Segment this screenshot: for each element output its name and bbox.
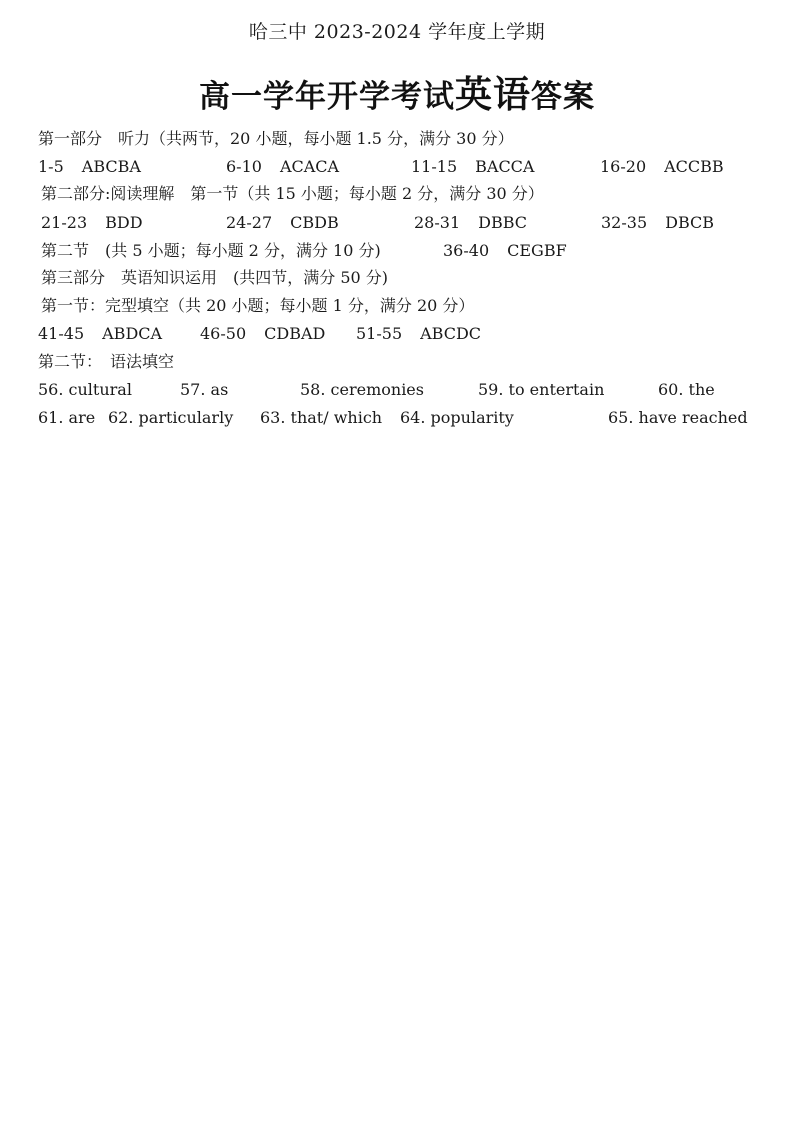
part3-section1-answers-row [38,323,758,345]
answer-group [38,156,141,178]
grammar-answers-row-1 [38,379,758,401]
title-answer-word: 答案 [531,79,595,115]
answer-value: BDD [105,213,143,232]
part3-heading: 第三部分 英语知识运用 (共四节，满分 50 分) [41,268,389,287]
school-term-header: 哈三中 2023-2024 学年度上学期 [248,21,546,43]
answer-group [41,212,143,234]
answer-range: 16-20 [600,157,647,176]
grammar-answer: 59. to entertain [478,380,605,399]
grammar-answer: 62. particularly [108,408,234,427]
title-exam-name: 高一学年开学考试 [199,79,455,115]
answer-range: 41-45 [38,324,85,343]
answer-value: CBDB [290,213,339,232]
part1-heading: 第一部分 听力（共两节，20 小题，每小题 1.5 分，满分 30 分） [38,129,514,148]
part2-answers-row [41,212,761,234]
part3-section1-heading: 第一节：完型填空（共 20 小题；每小题 1 分，满分 20 分） [41,296,475,315]
answer-group [38,323,162,345]
answer-group [226,212,339,234]
answer-value: ABDCA [102,324,163,343]
part3-section2-heading: 第二节： 语法填空 [38,352,175,371]
part2-section2-heading: 第二节 (共 5 小题；每小题 2 分，满分 10 分) [41,241,381,260]
answer-value: DBBC [478,213,528,232]
part2-section2-row [41,240,761,262]
answer-range: 24-27 [226,213,273,232]
answer-value: ABCBA [81,157,141,176]
answer-group [200,323,325,345]
title-subject: 英语 [455,73,531,116]
grammar-answer: 60. the [658,380,715,399]
answer-value: CEGBF [507,241,567,260]
answer-group [600,156,724,178]
part1-answers-row [38,156,758,178]
answer-value: ACACA [279,157,340,176]
answer-value: BACCA [475,157,535,176]
part2-heading: 第二部分:阅读理解 第一节（共 15 小题；每小题 2 分，满分 30 分） [41,184,544,203]
grammar-answer: 57. as [180,380,229,399]
answer-range: 51-55 [356,324,403,343]
grammar-answer: 56. cultural [38,380,132,399]
answer-range: 6-10 [226,157,262,176]
answer-range: 32-35 [601,213,648,232]
grammar-answer: 58. ceremonies [300,380,424,399]
answer-value: CDBAD [264,324,326,343]
answer-group [443,240,567,262]
answer-group [414,212,527,234]
answer-range: 21-23 [41,213,88,232]
answer-group [601,212,714,234]
grammar-answer: 63. that/ which [260,408,383,427]
grammar-answers-row-2 [38,407,758,429]
answer-group [411,156,534,178]
answer-group [226,156,339,178]
answer-value: DBCB [665,213,715,232]
answer-value: ACCBB [664,157,724,176]
answer-range: 11-15 [411,157,458,176]
answer-range: 28-31 [414,213,461,232]
grammar-answer: 65. have reached [608,408,748,427]
answer-value: ABCDC [420,324,482,343]
grammar-answer: 61. are [38,408,96,427]
page-title [0,64,794,118]
answer-range: 46-50 [200,324,247,343]
answer-range: 1-5 [38,157,64,176]
answer-group [356,323,481,345]
answer-range: 36-40 [443,241,490,260]
grammar-answer: 64. popularity [400,408,514,427]
